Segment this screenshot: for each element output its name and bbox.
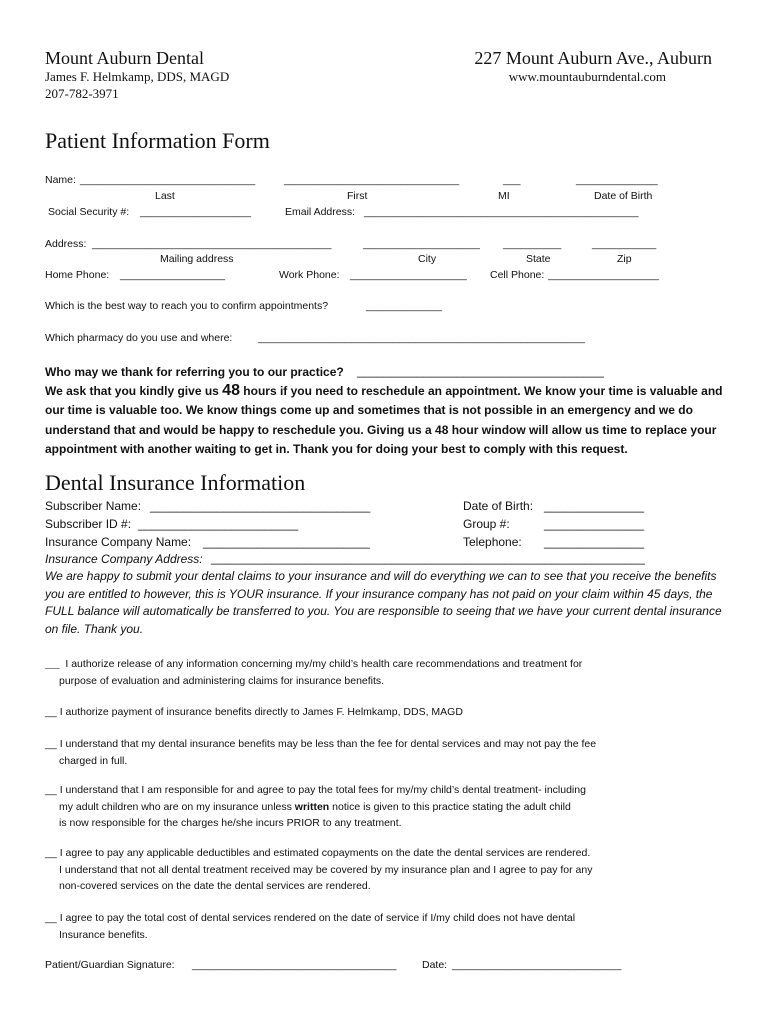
signature-date-field[interactable]: _____________________________ [452, 959, 622, 971]
best-way-field[interactable]: _____________ [366, 300, 442, 312]
zip-field[interactable]: ___________ [592, 238, 657, 250]
ack-payment-blank[interactable]: __ [45, 706, 57, 718]
subscriber-dob-field[interactable]: _______________ [544, 499, 645, 513]
insurance-title: Dental Insurance Information [45, 470, 306, 495]
ack-deductibles-blank[interactable]: __ [45, 847, 57, 859]
last-sublabel: Last [155, 190, 175, 202]
group-field[interactable]: _______________ [544, 517, 645, 531]
subscriber-name-field[interactable]: _________________________________ [150, 499, 371, 513]
practice-phone: 207-782-3971 [45, 86, 119, 101]
insurance-telephone-field[interactable]: _______________ [544, 535, 645, 549]
reschedule-text-start: We ask that you kindly give us [45, 384, 223, 398]
ack-release-line1: I authorize release of any information concerning my/my child’s health care recommendations and treatment for [62, 658, 583, 670]
ack-fees-written: written [294, 800, 330, 813]
state-field[interactable]: __________ [503, 238, 562, 250]
dentist-name: James F. Helmkamp, DDS, MAGD [45, 69, 230, 84]
date-of-birth-field[interactable]: ______________ [576, 174, 658, 186]
ack-benefits-line1: I understand that my dental insurance benefits may be less than the fee for dental services and may not pay the fee [59, 738, 597, 750]
ack-deductibles-line2: I understand that not all dental treatment received may be covered by my insurance plan and I agree to pay for any [59, 863, 593, 876]
reschedule-text-rest: hours if you need to reschedule an appointment. We know your time is valuable and our time is valuable too. We know things come up and sometimes that is not possible in an emergency and we do understand that and would be happy to reschedule you. Giving us a 48 hour window will allow us time to replace your appointment with another waiting to get in. Thank you for doing your best to comply with this request. [45, 384, 723, 456]
insurance-company-address-field[interactable]: _________________________________________________________________ [211, 551, 645, 565]
ack-deductibles-copayments [45, 845, 685, 895]
reschedule-policy [45, 381, 725, 459]
ack-fees-blank[interactable]: __ [45, 784, 57, 796]
reschedule-hours: 48 [222, 382, 240, 399]
middle-initial-field[interactable]: ___ [503, 174, 521, 186]
ack-no-insurance-line1: I agree to pay the total cost of dental services rendered on the date of service if I/my child does not have dental [59, 912, 576, 924]
referral-question: Who may we thank for referring you to our practice? [45, 365, 344, 379]
first-sublabel: First [347, 190, 368, 202]
subscriber-id-label: Subscriber ID #: [45, 517, 132, 531]
pharmacy-field[interactable]: ________________________________________________________ [258, 332, 586, 344]
ack-benefits-less-than-fee [45, 736, 685, 769]
signature-label: Patient/Guardian Signature: [45, 959, 175, 971]
mailing-address-field[interactable]: _________________________________________ [92, 238, 332, 250]
ack-responsible-for-fees [45, 782, 685, 832]
ack-payment-line1: I authorize payment of insurance benefits directly to James F. Helmkamp, DDS, MAGD [59, 706, 463, 718]
group-label: Group #: [463, 517, 510, 531]
email-label: Email Address: [285, 206, 356, 218]
referral-field[interactable]: _____________________________________ [357, 364, 604, 378]
ack-fees-line2-end: notice is given to this practice stating the adult child [329, 800, 571, 813]
ack-benefits-blank[interactable]: __ [45, 738, 57, 750]
insurance-company-name-label: Insurance Company Name: [45, 535, 192, 549]
ack-no-insurance-line2: Insurance benefits. [59, 928, 148, 941]
dob-sublabel: Date of Birth [594, 190, 653, 202]
subscriber-name-label: Subscriber Name: [45, 499, 142, 513]
ack-payment-authorization [45, 704, 685, 721]
ack-fees-line2-start: my adult children who are on my insurance unless [59, 800, 295, 813]
pharmacy-question: Which pharmacy do you use and where: [45, 332, 233, 344]
zip-sublabel: Zip [617, 253, 632, 265]
work-phone-field[interactable]: ____________________ [350, 269, 467, 281]
ssn-label: Social Security #: [48, 206, 130, 218]
insurance-company-name-field[interactable]: _________________________ [203, 535, 370, 549]
ack-no-insurance-blank[interactable]: __ [45, 912, 57, 924]
ack-fees-line2 [45, 799, 685, 816]
home-phone-label: Home Phone: [45, 269, 110, 281]
insurance-notice: We are happy to submit your dental claims to your insurance and will do everything we can to see that you receive the benefits you are entitled to however, this is YOUR insurance. If your insurance company has not paid on your claim within 45 days, the FULL balance will automatically be transferred to you. You are responsible to seeing that we have your current dental insurance on file. Thank you. [45, 569, 722, 636]
mi-sublabel: MI [498, 190, 510, 202]
work-phone-label: Work Phone: [279, 269, 340, 281]
practice-address: 227 Mount Auburn Ave., Auburn [474, 48, 712, 68]
best-way-question: Which is the best way to reach you to confirm appointments? [45, 300, 329, 312]
cell-phone-field[interactable]: ___________________ [548, 269, 659, 281]
mailing-address-sublabel: Mailing address [160, 253, 234, 265]
ack-no-insurance [45, 910, 685, 943]
cell-phone-label: Cell Phone: [490, 269, 545, 281]
address-label: Address: [45, 238, 87, 250]
practice-website[interactable]: www.mountauburndental.com [508, 69, 666, 84]
city-sublabel: City [418, 253, 437, 265]
last-name-field[interactable]: ______________________________ [80, 174, 256, 186]
ack-deductibles-line3: non-covered services on the date the dental services are rendered. [59, 880, 371, 892]
subscriber-id-field[interactable]: ________________________ [138, 517, 299, 531]
state-sublabel: State [526, 253, 551, 265]
email-field[interactable]: _______________________________________________ [364, 206, 639, 218]
ack-release-blank[interactable]: __ [45, 655, 60, 670]
signature-field[interactable]: ___________________________________ [192, 959, 397, 971]
subscriber-dob-label: Date of Birth: [463, 499, 534, 513]
ssn-field[interactable]: ___________________ [140, 206, 251, 218]
first-name-field[interactable]: ______________________________ [284, 174, 460, 186]
ack-fees-line1: I understand that I am responsible for and agree to pay the total fees for my/my child’s dental treatment- including [59, 784, 586, 796]
ack-deductibles-line1: I agree to pay any applicable deductibles and estimated copayments on the date the dental services are rendered. [59, 847, 591, 859]
signature-date-label: Date: [422, 959, 448, 971]
practice-name: Mount Auburn Dental [45, 48, 204, 68]
ack-release-line2: purpose of evaluation and administering claims for insurance benefits. [59, 674, 385, 687]
ack-fees-line3: is now responsible for the charges he/she incurs PRIOR to any treatment. [59, 817, 402, 829]
ack-benefits-line2: charged in full. [59, 754, 128, 767]
name-label: Name: [45, 174, 76, 186]
insurance-telephone-label: Telephone: [463, 535, 522, 549]
insurance-company-address-label: Insurance Company Address: [45, 552, 203, 566]
patient-form-title: Patient Information Form [45, 128, 270, 153]
home-phone-field[interactable]: __________________ [120, 269, 226, 281]
ack-release-information [45, 655, 685, 689]
city-field[interactable]: ____________________ [363, 238, 480, 250]
